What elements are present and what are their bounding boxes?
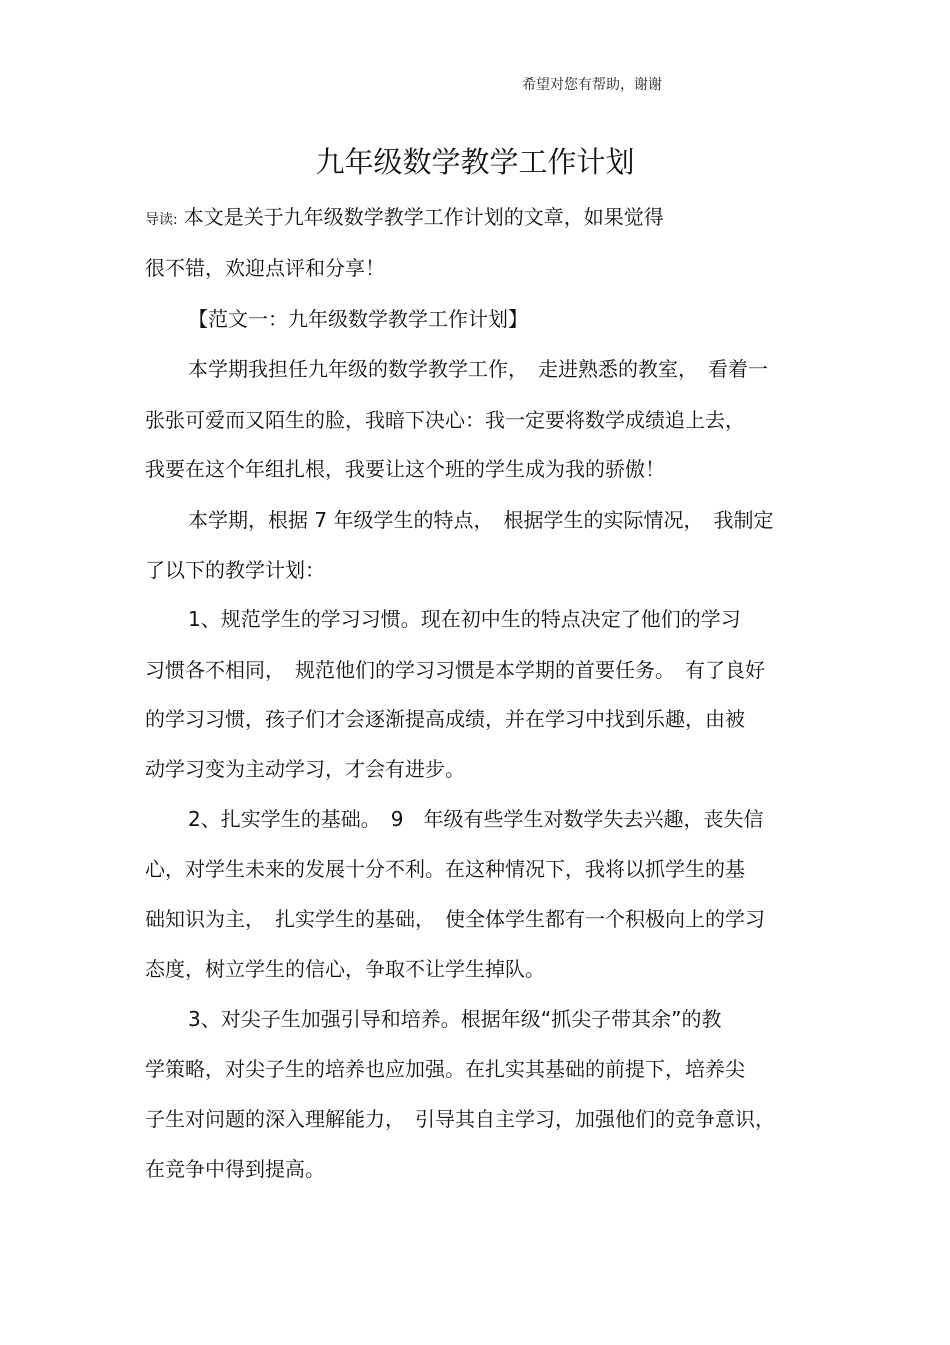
paragraph-line: 的学习习惯，孩子们才会逐渐提高成绩，并在学习中找到乐趣，由被 [145, 707, 745, 731]
paragraph-line: 学策略，对尖子生的培养也应加强。在扎实其基础的前提下，培养尖 [145, 1057, 745, 1081]
header-note: 希望对您有帮助，谢谢 [522, 77, 662, 93]
paragraph-line: 心，对学生未来的发展十分不利。在这种情况下，我将以抓学生的基 [145, 857, 745, 881]
paragraph-line: 在竞争中得到提高。 [145, 1157, 325, 1181]
section-heading: 【范文一：九年级数学教学工作计划】 [188, 307, 528, 331]
paragraph-line: 了以下的教学计划： [145, 558, 325, 582]
lead-line-1 [145, 203, 810, 234]
paragraph-line: 子生对问题的深入理解能力， 引导其自主学习，加强他们的竞争意识， [145, 1107, 775, 1131]
paragraph-line: 态度，树立学生的信心，争取不让学生掉队。 [145, 957, 545, 981]
paragraph-line: 动学习变为主动学习，才会有进步。 [145, 757, 465, 781]
paragraph-line: 3、对尖子生加强引导和培养。根据年级“抓尖子带其余”的教 [188, 1007, 722, 1031]
paragraph-line: 2、扎实学生的基础。 9 年级有些学生对数学失去兴趣，丧失信 [188, 807, 764, 831]
paragraph-line: 1、规范学生的学习习惯。现在初中生的特点决定了他们的学习 [188, 607, 741, 631]
lead-text-1: 本文是关于九年级数学教学工作计划的文章，如果觉得 [183, 205, 664, 229]
paragraph-line: 础知识为主， 扎实学生的基础， 使全体学生都有一个积极向上的学习 [145, 907, 765, 931]
paragraph-line: 习惯各不相同， 规范他们的学习习惯是本学期的首要任务。 有了良好 [145, 658, 765, 682]
paragraph-line: 张张可爱而又陌生的脸，我暗下决心：我一定要将数学成绩追上去， [145, 408, 745, 432]
document-title: 九年级数学教学工作计划 [315, 145, 635, 179]
paragraph-line: 本学期，根据 7 年级学生的特点， 根据学生的实际情况， 我制定 [188, 508, 774, 532]
paragraph-line: 我要在这个年组扎根，我要让这个班的学生成为我的骄傲！ [145, 457, 665, 481]
paragraph-line: 本学期我担任九年级的数学教学工作， 走进熟悉的教室， 看着一 [188, 357, 768, 381]
lead-label: 导读: [145, 212, 178, 228]
lead-line-2: 很不错，欢迎点评和分享！ [145, 256, 385, 280]
